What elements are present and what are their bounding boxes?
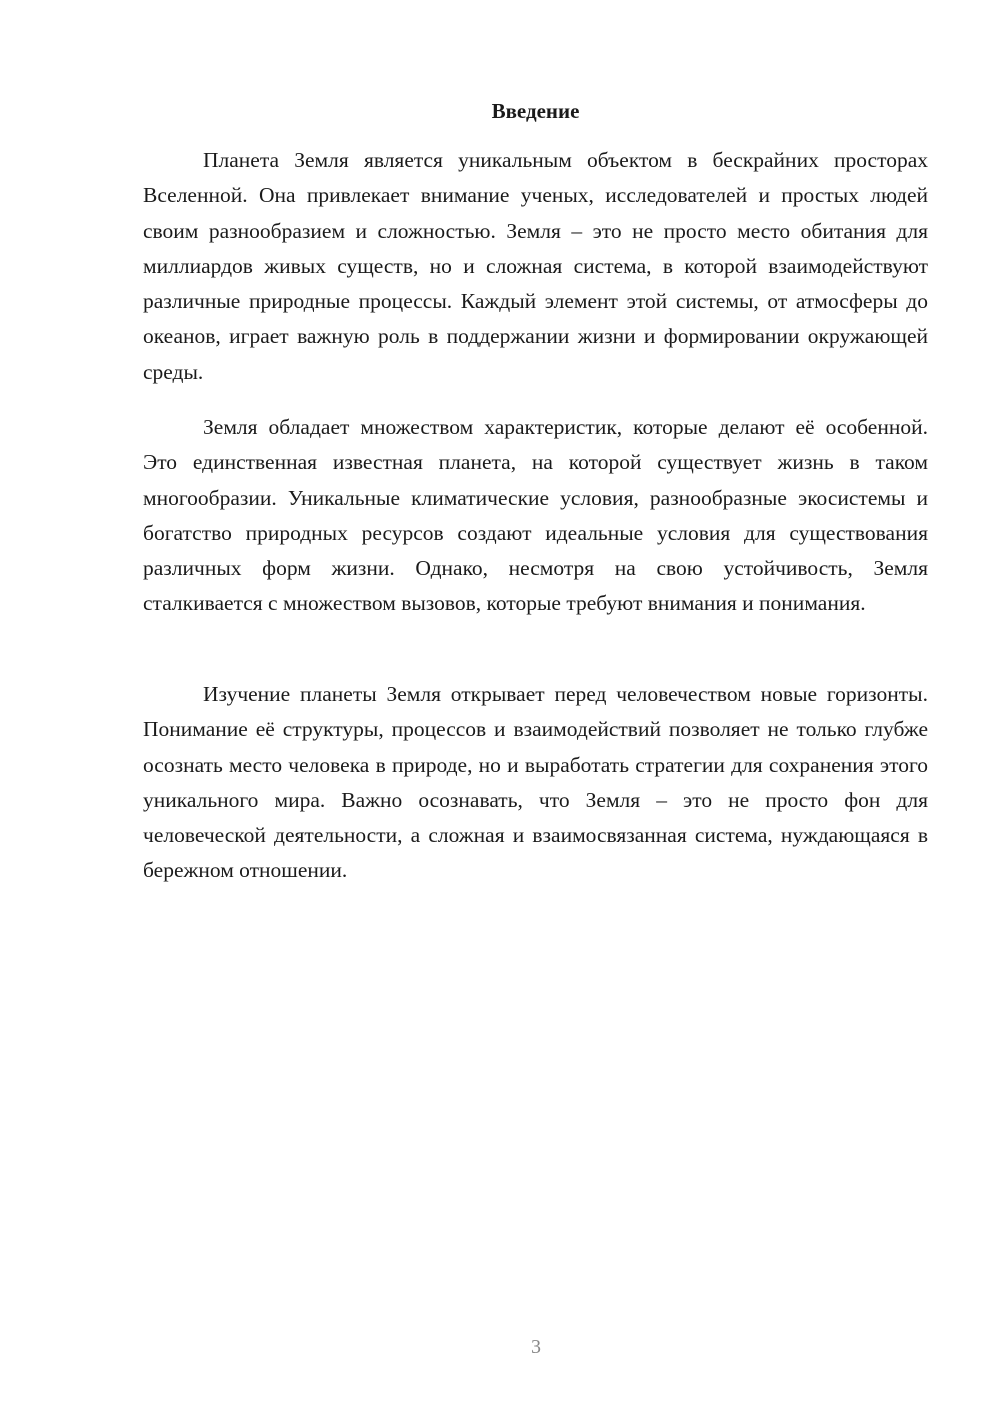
section-heading: Введение	[491, 99, 580, 123]
page-number: 3	[531, 1336, 541, 1358]
paragraph-1: Планета Земля является уникальным объектом в бескрайних просторах Вселенной. Она привлекает внимание ученых, исследователей и простых людей своим разнообразием и сложностью. Земля – это не просто место обитания для миллиардов живых существ, но и сложная система, в которой взаимодействуют различные природные процессы. Каждый элемент этой системы, от атмосферы до океанов, играет важную роль в поддержании жизни и формировании окружающей среды.	[143, 148, 928, 384]
paragraph-2: Земля обладает множеством характеристик, которые делают её особенной. Это единственная известная планета, на которой существует жизнь в таком многообразии. Уникальные климатические условия, разнообразные экосистемы и богатство природных ресурсов создают идеальные условия для существования различных форм жизни. Однако, несмотря на свою устойчивость, Земля сталкивается с множеством вызовов, которые требуют внимания и понимания.	[143, 415, 928, 616]
paragraph-3: Изучение планеты Земля открывает перед человечеством новые горизонты. Понимание её структуры, процессов и взаимодействий позволяет не только глубже осознать место человека в природе, но и выработать стратегии для сохранения этого уникального мира. Важно осознавать, что Земля – это не просто фон для человеческой деятельности, а сложная и взаимосвязанная система, нуждающаяся в бережном отношении.	[143, 682, 928, 883]
